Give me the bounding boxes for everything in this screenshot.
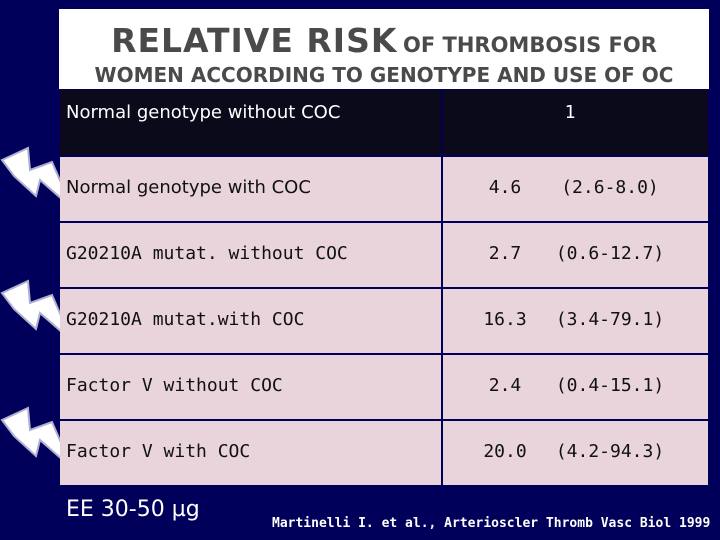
title-sub: OF THROMBOSIS FOR <box>403 33 657 57</box>
confidence-interval: (0.4-15.1) <box>555 375 665 396</box>
relative-risk-value: 20.0 <box>483 441 527 462</box>
dose-note: EE 30-50 µg <box>66 497 200 522</box>
table-row <box>60 157 708 223</box>
confidence-interval: (4.2-94.3) <box>555 441 665 462</box>
title-line1 <box>59 21 709 60</box>
confidence-interval: (3.4-79.1) <box>555 309 665 330</box>
table-row <box>60 421 708 487</box>
citation: Martinelli I. et al., Arterioscler Thromb Vasc Biol 1999 <box>272 516 711 531</box>
table-row <box>60 289 708 355</box>
row-label: G20210A mutat. without COC <box>66 243 348 264</box>
risk-table <box>60 90 708 487</box>
title-box <box>59 9 709 89</box>
table-row <box>60 223 708 289</box>
relative-risk-value: 2.7 <box>488 243 522 264</box>
relative-risk-value: 1 <box>564 102 576 123</box>
title-line2: WOMEN ACCORDING TO GENOTYPE AND USE OF OC <box>94 63 674 87</box>
table-row <box>60 355 708 421</box>
row-label: Factor V without COC <box>66 375 283 396</box>
relative-risk-value: 2.4 <box>488 375 522 396</box>
relative-risk-value: 4.6 <box>488 177 522 198</box>
row-label: Normal genotype without COC <box>66 102 341 123</box>
title-main: RELATIVE RISK <box>111 21 398 60</box>
table-header-row <box>60 90 708 157</box>
confidence-interval: (0.6-12.7) <box>555 243 665 264</box>
row-label: Factor V with COC <box>66 441 251 462</box>
confidence-interval: (2.6-8.0) <box>561 177 659 198</box>
row-label: G20210A mutat.with COC <box>66 309 305 330</box>
row-label: Normal genotype with COC <box>66 177 311 198</box>
relative-risk-value: 16.3 <box>483 309 527 330</box>
